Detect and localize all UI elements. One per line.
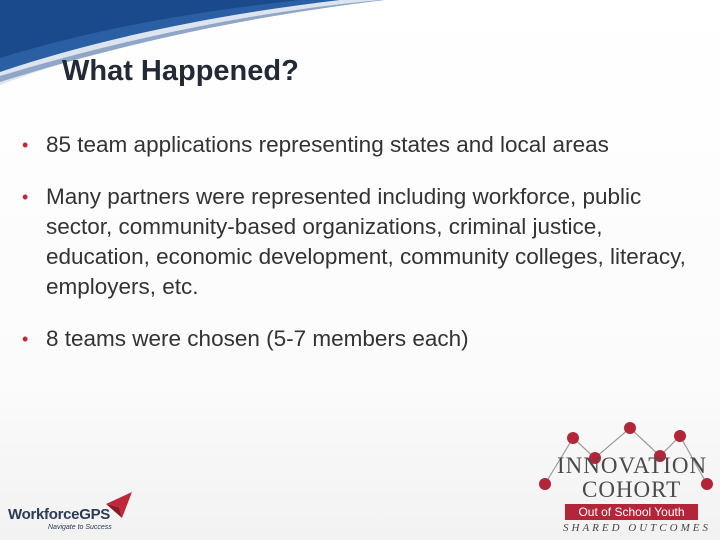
slide-title: What Happened?: [62, 55, 299, 87]
bullet-text: 8 teams were chosen (5-7 members each): [46, 326, 469, 351]
cohort-band: Out of School Youth: [565, 504, 698, 520]
bullet-item: [22, 324, 702, 354]
bullet-item: [22, 130, 702, 160]
bullet-item: [22, 182, 702, 302]
workforcegps-wordmark: WorkforceGPS: [8, 506, 110, 523]
innovation-cohort-logo: [535, 418, 715, 540]
cohort-title-line2: COHORT: [582, 477, 682, 502]
bullet-list: [22, 130, 702, 376]
cohort-subtitle: SHARED OUTCOMES: [563, 522, 711, 534]
bullet-text: Many partners were represented including workforce, public sector, community-based organizations, criminal justice, education, economic development, community colleges, literacy, employers, etc.: [46, 184, 686, 299]
cohort-title-line1: INNOVATION: [557, 453, 708, 478]
workforcegps-logo: [8, 490, 138, 535]
bullet-dot-icon: •: [22, 187, 29, 207]
bullet-dot-icon: •: [22, 135, 29, 155]
bullet-dot-icon: •: [22, 329, 29, 349]
bullet-text: 85 team applications representing states and local areas: [46, 132, 609, 157]
workforcegps-tagline: Navigate to Success: [48, 524, 112, 531]
